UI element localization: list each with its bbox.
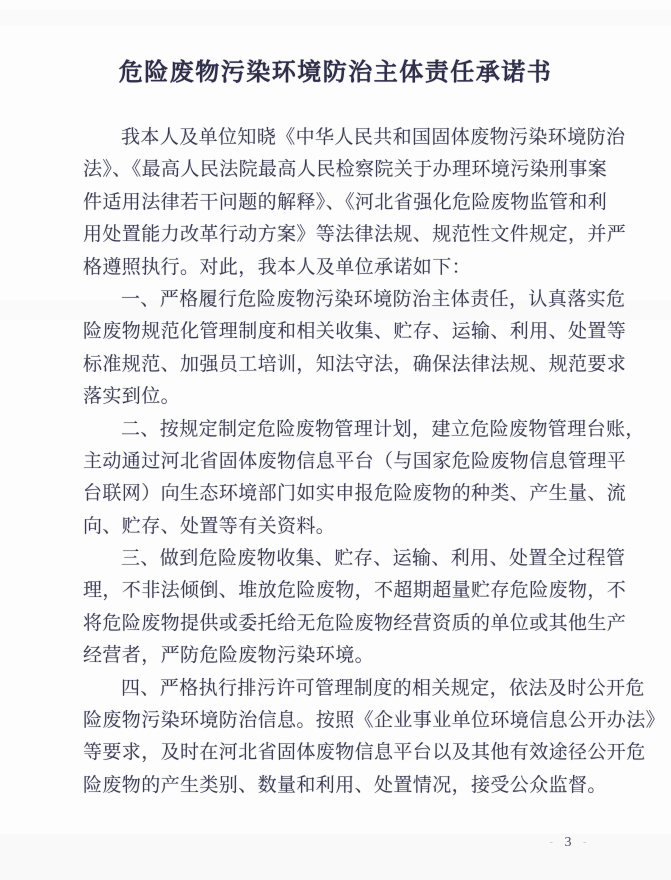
paragraph-intro (83, 122, 627, 284)
page-number (535, 835, 605, 851)
paragraph-line: 理，不非法倾倒、堆放危险废物，不超期超量贮存危险废物，不 (83, 580, 627, 602)
paragraph-line: 经营者，严防危险废物污染环境。 (83, 645, 375, 667)
paragraph-line: 台联网）向生态环境部门如实申报危险废物的种类、产生量、流 (83, 483, 627, 505)
paragraph-line: 主动通过河北省固体废物信息平台（与国家危险废物信息管理平 (83, 450, 627, 472)
paragraph-line: 险废物污染环境防治信息。按照《企业事业单位环境信息公开办法》 (83, 710, 666, 732)
paragraph-line: 格遵照执行。对此，我本人及单位承诺如下： (83, 256, 472, 278)
paragraph-line: 险废物规范化管理制度和相关收集、贮存、运输、利用、处置等 (83, 321, 627, 343)
paragraph-line: 标准规范、加强员工培训，知法守法，确保法律法规、规范要求 (83, 353, 627, 375)
document-title: 危险废物污染环境防治主体责任承诺书 (118, 60, 553, 86)
document-body (83, 122, 666, 802)
page-number-value: 3 (564, 835, 576, 850)
paragraph-item-4 (83, 673, 666, 803)
paragraph-line: 险废物的产生类别、数量和利用、处置情况，接受公众监督。 (83, 774, 607, 796)
page-number-left-dash: - (549, 836, 557, 848)
page-number-right-dash: - (583, 836, 591, 848)
paragraph-line: 四、严格执行排污许可管理制度的相关规定，依法及时公开危 (121, 677, 645, 699)
paragraph-line: 落实到位。 (83, 386, 181, 408)
paragraph-line: 二、按规定制定危险废物管理计划，建立危险废物管理台账， (121, 418, 645, 440)
paragraph-item-3 (83, 543, 627, 673)
paragraph-item-1 (83, 284, 627, 414)
paragraph-line: 法》、《最高人民法院最高人民检察院关于办理环境污染刑事案 (83, 159, 608, 181)
paragraph-line: 件适用法律若干问题的解释》、《河北省强化危险废物监管和利 (83, 191, 608, 213)
paragraph-line: 等要求，及时在河北省固体废物信息平台以及其他有效途径公开危 (83, 742, 646, 764)
paragraph-line: 三、做到危险废物收集、贮存、运输、利用、处置全过程管 (121, 548, 626, 570)
paragraph-line: 一、严格履行危险废物污染环境防治主体责任，认真落实危 (121, 288, 626, 310)
paragraph-line: 向、贮存、处置等有关资料。 (83, 515, 336, 537)
paragraph-item-2 (83, 414, 645, 544)
paragraph-line: 我本人及单位知晓《中华人民共和国固体废物污染环境防治 (121, 127, 626, 148)
scan-artifact-band (0, 10, 671, 26)
paragraph-line: 用处置能力改革行动方案》等法律法规、规范性文件规定，并严 (83, 224, 627, 246)
paragraph-line: 将危险废物提供或委托给无危险废物经营资质的单位或其他生产 (83, 612, 627, 634)
